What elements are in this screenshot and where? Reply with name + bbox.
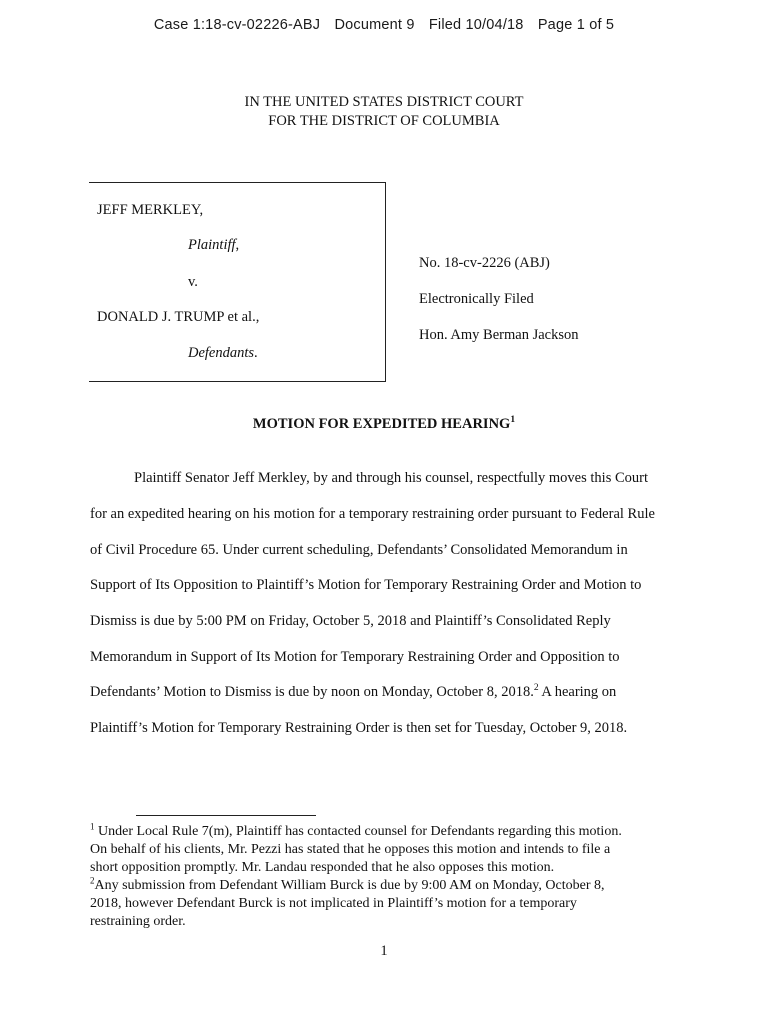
court-district: FOR THE DISTRICT OF COLUMBIA	[268, 113, 500, 129]
defendant-role-text: Defendants	[188, 345, 255, 361]
judge-name: Hon. Amy Berman Jackson	[419, 327, 579, 343]
body-line-7-tail: A hearing on	[538, 684, 617, 700]
plaintiff-role-text: Plaintiff	[188, 237, 236, 253]
footnote-2-text-1: Any submission from Defendant William Burck is due by 9:00 AM on Monday, October 8,	[94, 878, 605, 893]
case-number-stamp: Case 1:18-cv-02226-ABJ	[153, 17, 321, 33]
footnote-divider	[136, 815, 316, 816]
court-heading	[0, 93, 768, 131]
body-line-3: of Civil Procedure 65. Under current scheduling, Defendants’ Consolidated Memorandum in	[90, 542, 628, 558]
footnote-1-line-2: On behalf of his clients, Mr. Pezzi has stated that he opposes this motion and intends to file a	[90, 842, 611, 857]
defendant-role-period: .	[254, 345, 258, 361]
motion-title	[0, 416, 768, 433]
plaintiff-name: JEFF MERKLEY,	[97, 202, 204, 218]
body-line-1: Plaintiff Senator Jeff Merkley, by and through his counsel, respectfully moves this Court	[134, 470, 648, 486]
footnote-ref-2[interactable]: 2	[533, 683, 539, 694]
document-number-stamp: Document 9	[334, 17, 415, 33]
footnote-2-line-1	[90, 875, 605, 894]
footnote-1-text-1: Under Local Rule 7(m), Plaintiff has contacted counsel for Defendants regarding this motion.	[94, 824, 622, 839]
body-line-2: for an expedited hearing on his motion for a temporary restraining order pursuant to Federal Rule	[90, 506, 655, 522]
court-name: IN THE UNITED STATES DISTRICT COURT	[244, 94, 524, 110]
versus: v.	[188, 274, 198, 290]
ecf-header-stamp	[0, 17, 768, 33]
footnote-1-line-1	[90, 821, 622, 840]
filed-date-stamp: Filed 10/04/18	[428, 17, 524, 33]
body-line-5: Dismiss is due by 5:00 PM on Friday, October 5, 2018 and Plaintiff’s Consolidated Reply	[90, 613, 611, 629]
defendant-name: DONALD J. TRUMP et al.,	[97, 309, 260, 325]
footnote-1-marker: 1	[90, 821, 95, 832]
plaintiff-role	[188, 237, 239, 254]
page-count-stamp: Page 1 of 5	[537, 17, 615, 33]
footnote-2-marker: 2	[90, 875, 95, 886]
footnote-2-line-3: restraining order.	[90, 914, 186, 929]
plaintiff-role-comma: ,	[235, 237, 240, 253]
filing-method: Electronically Filed	[419, 291, 534, 307]
body-line-6: Memorandum in Support of Its Motion for Temporary Restraining Order and Opposition to	[90, 649, 620, 665]
case-number: No. 18-cv-2226 (ABJ)	[419, 255, 550, 271]
footnote-1-line-3: short opposition promptly. Mr. Landau responded that he also opposes this motion.	[90, 860, 555, 875]
body-line-7	[90, 684, 616, 701]
page-number: 1	[380, 943, 388, 959]
motion-title-text: MOTION FOR EXPEDITED HEARING	[252, 416, 511, 432]
defendant-role	[188, 345, 258, 362]
footnote-ref-1[interactable]: 1	[510, 415, 516, 426]
body-line-7-text: Defendants’ Motion to Dismiss is due by noon on Monday, October 8, 2018.	[90, 684, 534, 700]
footnote-2-line-2: 2018, however Defendant Burck is not implicated in Plaintiff’s motion for a temporary	[90, 896, 577, 911]
body-line-8: Plaintiff’s Motion for Temporary Restraining Order is then set for Tuesday, October 9, 2018.	[90, 720, 628, 736]
body-line-4: Support of Its Opposition to Plaintiff’s Motion for Temporary Restraining Order and Motion to	[90, 577, 642, 593]
